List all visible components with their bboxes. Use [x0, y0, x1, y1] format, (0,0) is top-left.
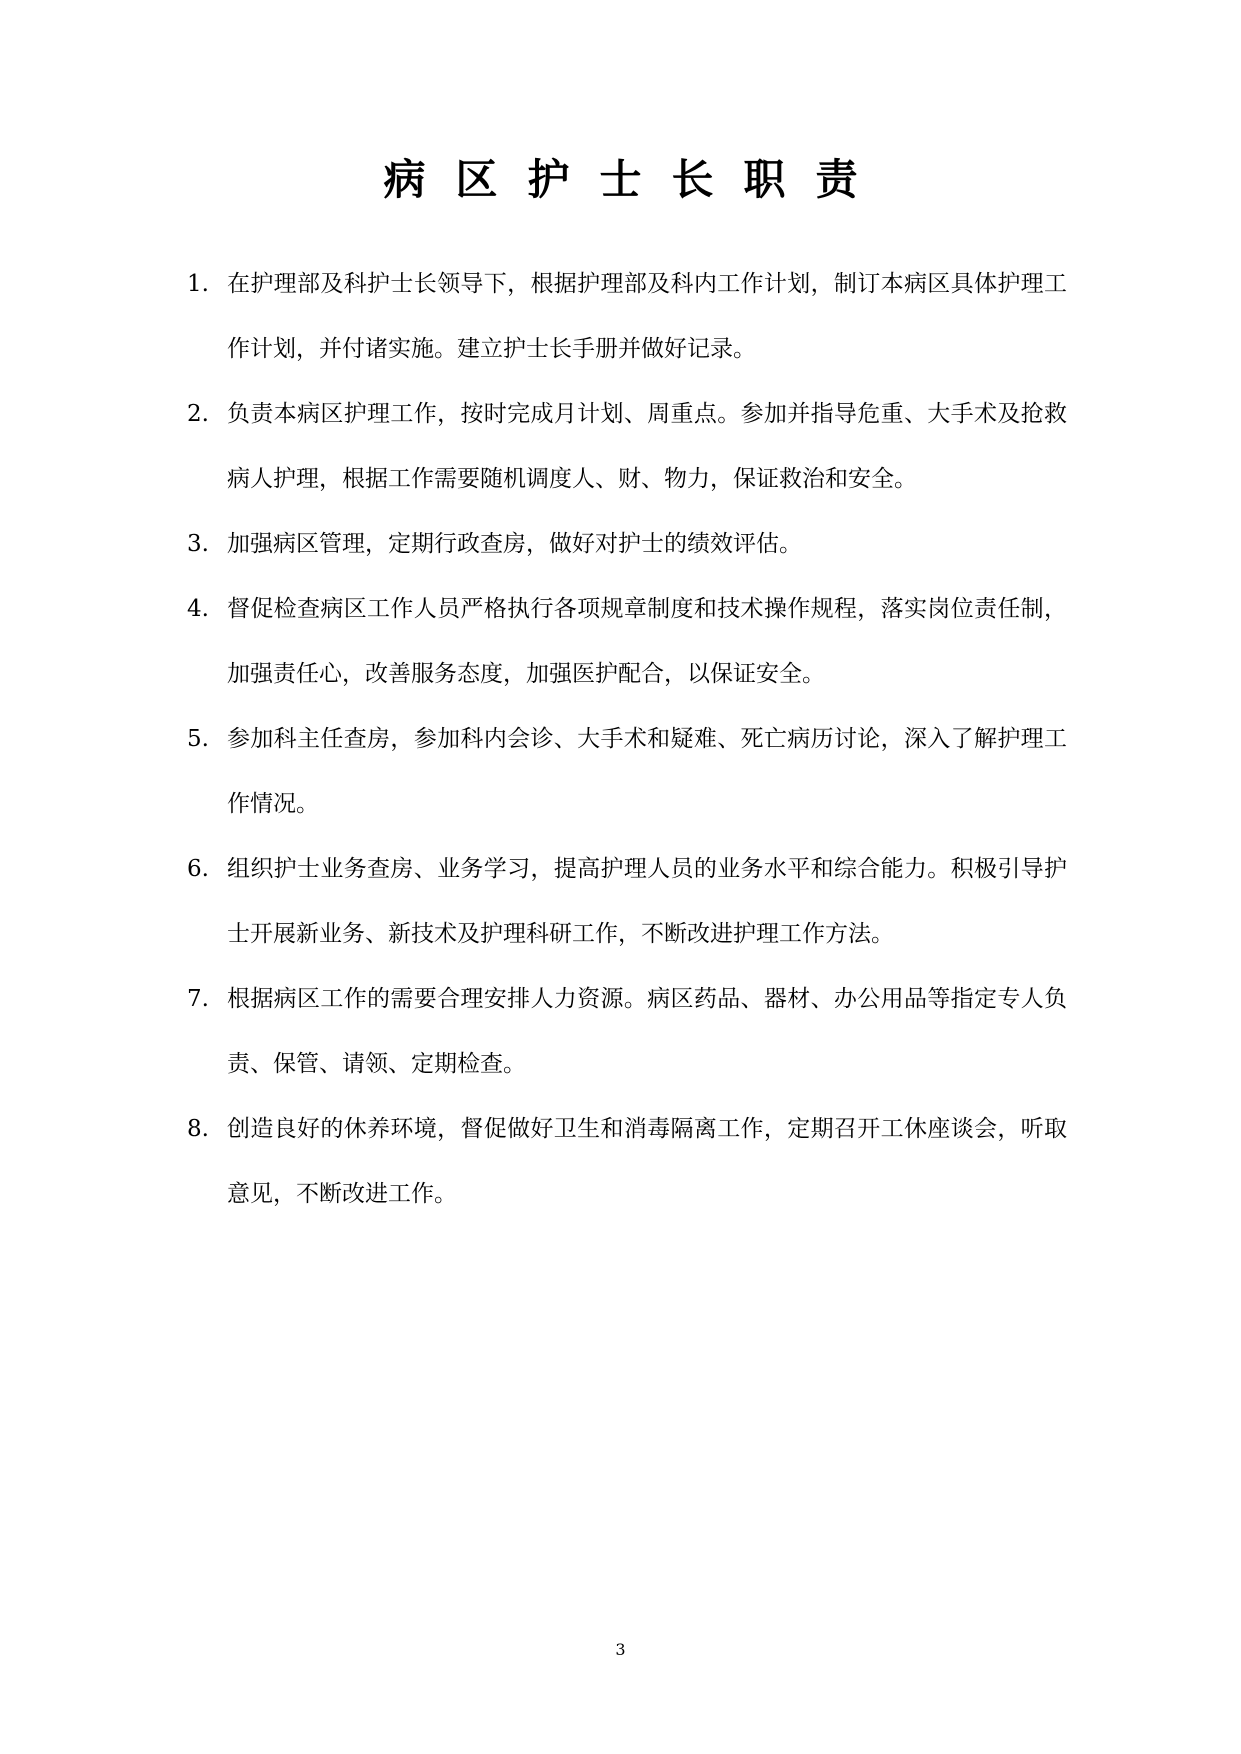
item-text: 组织护士业务查房、业务学习，提高护理人员的业务水平和综合能力。积极引导护士开展新业务、新技术及护理科研工作，不断改进护理工作方法。: [227, 856, 1067, 947]
item-number: 1.: [187, 271, 209, 297]
list-item: [187, 837, 1067, 967]
list-item: [187, 512, 1067, 577]
item-text: 督促检查病区工作人员严格执行各项规章制度和技术操作规程，落实岗位责任制，加强责任心，改善服务态度，加强医护配合，以保证安全。: [227, 596, 1067, 687]
item-number: 2.: [187, 401, 209, 427]
item-number: 7.: [187, 986, 209, 1012]
item-text: 根据病区工作的需要合理安排人力资源。病区药品、器材、办公用品等指定专人负责、保管、请领、定期检查。: [227, 986, 1067, 1077]
item-number: 3.: [187, 531, 209, 557]
item-number: 5.: [187, 726, 209, 752]
list-item: [187, 1097, 1067, 1227]
item-text: 在护理部及科护士长领导下，根据护理部及科内工作计划，制订本病区具体护理工作计划，并付诸实施。建立护士长手册并做好记录。: [227, 271, 1067, 362]
item-text: 加强病区管理，定期行政查房，做好对护士的绩效评估。: [227, 531, 802, 557]
list-item: [187, 707, 1067, 837]
item-number: 4.: [187, 596, 209, 622]
item-text: 创造良好的休养环境，督促做好卫生和消毒隔离工作，定期召开工休座谈会，听取意见，不断改进工作。: [227, 1116, 1067, 1207]
list-item: [187, 967, 1067, 1097]
duty-list: [187, 252, 1067, 1227]
page-title: 病区护士长职责: [383, 155, 888, 204]
list-item: [187, 577, 1067, 707]
item-text: 负责本病区护理工作，按时完成月计划、周重点。参加并指导危重、大手术及抢救病人护理，根据工作需要随机调度人、财、物力，保证救治和安全。: [227, 401, 1067, 492]
item-text: 参加科主任查房，参加科内会诊、大手术和疑难、死亡病历讨论，深入了解护理工作情况。: [227, 726, 1067, 817]
list-item: [187, 252, 1067, 382]
page-number: 3: [615, 1640, 626, 1659]
item-number: 8.: [187, 1116, 209, 1142]
item-number: 6.: [187, 856, 209, 882]
list-item: [187, 382, 1067, 512]
